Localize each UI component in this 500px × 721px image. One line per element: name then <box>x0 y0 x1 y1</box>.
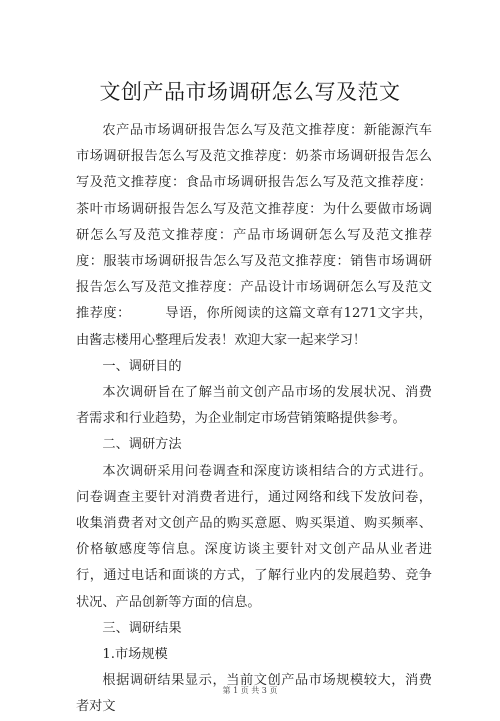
page-number-footer: 第 1 页 共 3 页 <box>222 686 278 695</box>
intro-paragraph: 农产品市场调研报告怎么写及范文推荐度：新能源汽车市场调研报告怎么写及范文推荐度：奶茶市场调研报告怎么写及范文推荐度：食品市场调研报告怎么写及范文推荐度：茶叶市场调研报告怎么写及范文推荐度：为什么要做市场调研怎么写及范文推荐度：产品市场调研怎么写及范文推荐度：服装市场调研报告怎么写及范文推荐度：销售市场调研报告怎么写及范文推荐度：产品设计市场调研怎么写及范文推荐度： 导语，你所阅读的这篇文章有1271文字共，由酱志楼用心整理后发表！欢迎大家一起来学习！ <box>76 123 432 348</box>
section-heading-results: 三、调研结果 <box>102 620 182 636</box>
subsection-paragraph-market-size: 根据调研结果显示，当前文创产品市场规模较大，消费者对文 <box>76 673 432 715</box>
section-paragraph-purpose: 本次调研旨在了解当前文创产品市场的发展状况、消费者需求和行业趋势，为企业制定市场营销策略提供参考。 <box>76 385 432 427</box>
section-heading-purpose: 一、调研目的 <box>102 358 182 374</box>
page-title: 文创产品市场调研怎么写及范文 <box>99 80 401 104</box>
document-body <box>76 118 432 721</box>
section-heading-method: 二、调研方法 <box>102 437 182 453</box>
section-paragraph-method: 本次调研采用问卷调查和深度访谈相结合的方式进行。问卷调查主要针对消费者进行，通过网络和线下发放问卷，收集消费者对文创产品的购买意愿、购买渠道、购买频率、价格敏感度等信息。深度访谈主要针对文创产品从业者进行，通过电话和面谈的方式，了解行业内的发展趋势、竞争状况、产品创新等方面的信息。 <box>76 463 432 610</box>
subsection-heading-market-size: 1.市场规模 <box>102 647 168 663</box>
